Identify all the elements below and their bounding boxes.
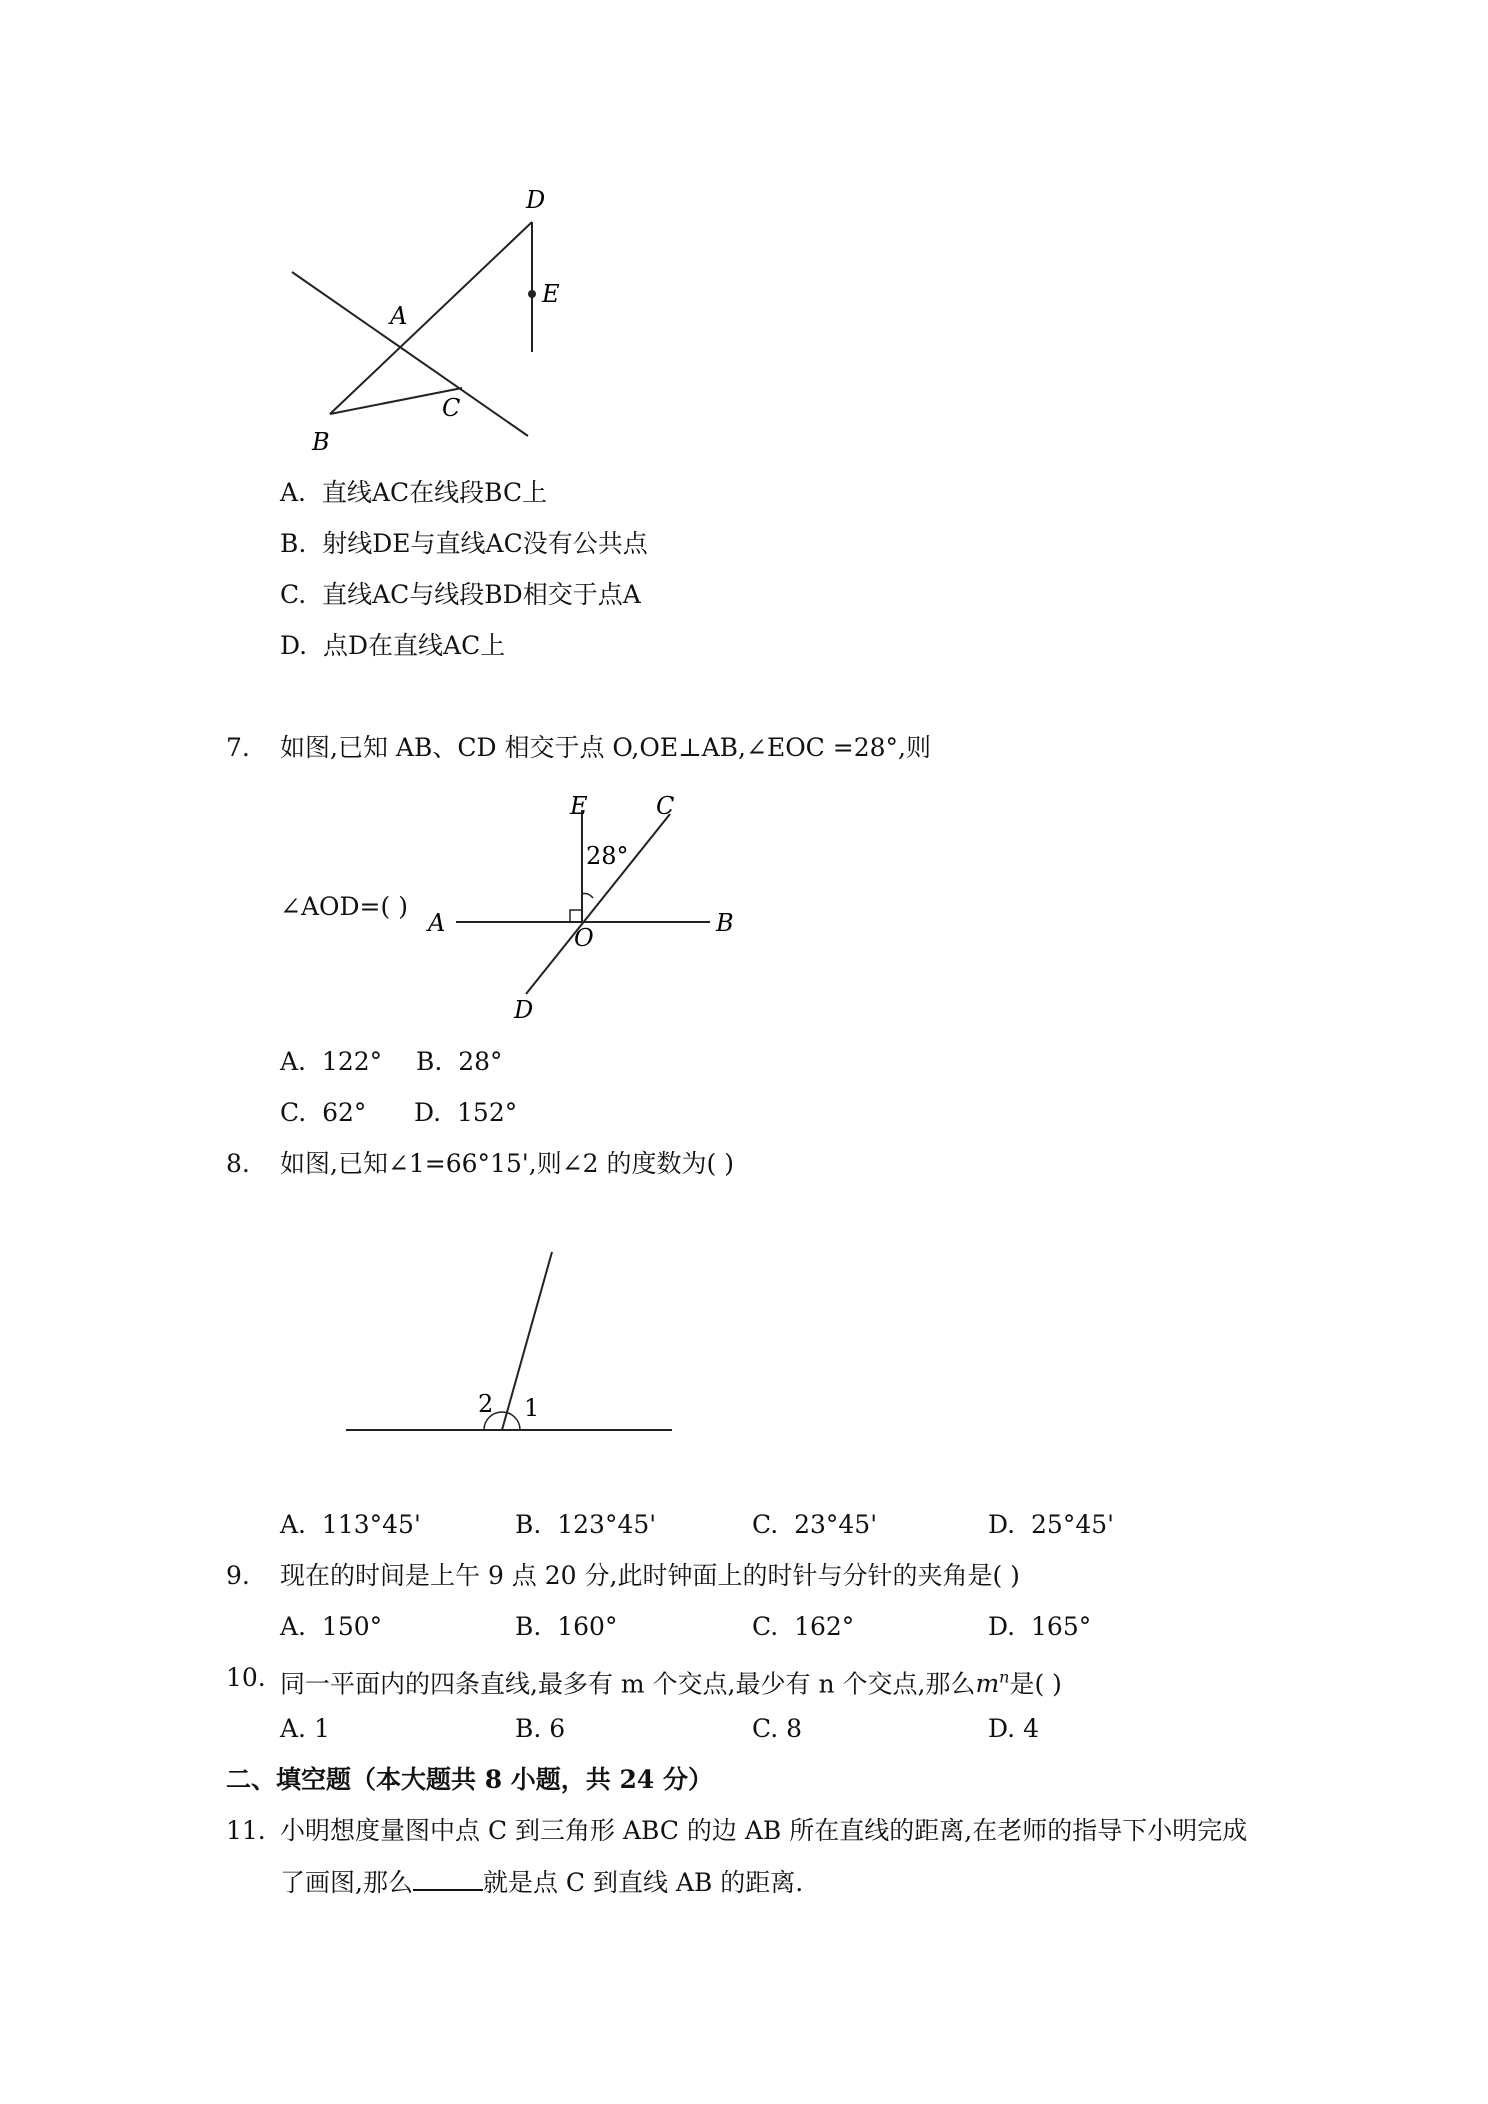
q6-option-b xyxy=(280,527,648,561)
q10-option-b xyxy=(515,1712,565,1746)
q9-option-a xyxy=(280,1610,382,1644)
q11-answer-blank[interactable] xyxy=(413,1865,483,1891)
q7-option-c-text: 62° xyxy=(322,1098,367,1127)
q7-stem: 如图,已知 AB、CD 相交于点 O,OE⊥AB,∠EOC =28°,则 xyxy=(280,733,931,762)
q7-option-c-letter: C. xyxy=(280,1098,307,1127)
q8-option-c-letter: C. xyxy=(752,1510,779,1539)
q6-label-e: E xyxy=(542,280,560,308)
q8-option-b-text: 123°45' xyxy=(557,1510,657,1539)
q9-option-d xyxy=(988,1610,1091,1644)
q8-number: 8. xyxy=(226,1149,250,1178)
q10-stem-part1: 同一平面内的四条直线,最多有 m 个交点,最少有 n 个交点,那么 xyxy=(280,1669,976,1699)
q9-option-c-text: 162° xyxy=(794,1612,855,1641)
q7-option-d xyxy=(414,1096,517,1130)
section2-heading: 二、填空题（本大题共 8 小题，共 24 分） xyxy=(226,1765,714,1794)
q10-power-exp: n xyxy=(999,1668,1010,1687)
q10-number: 10. xyxy=(226,1663,266,1692)
q10-option-c-text: 8 xyxy=(786,1714,803,1743)
q8-option-a-letter: A. xyxy=(280,1510,307,1539)
q10-option-d-letter: D. xyxy=(988,1714,1016,1743)
q6-label-b: B xyxy=(312,428,330,456)
q11-line2 xyxy=(280,1865,803,1900)
q9-option-b xyxy=(515,1610,617,1644)
q11-line2-part1: 了画图,那么 xyxy=(280,1868,413,1897)
q11-line1: 小明想度量图中点 C 到三角形 ABC 的边 AB 所在直线的距离,在老师的指导下小明完成 xyxy=(280,1816,1248,1845)
q7-option-a-text: 122° xyxy=(321,1047,383,1076)
q8-option-c-text: 23°45' xyxy=(794,1510,878,1539)
q6-option-a-letter: A. xyxy=(280,478,307,507)
q7-number: 7. xyxy=(226,733,250,762)
q6-label-c: C xyxy=(442,394,461,422)
q9-option-b-text: 160° xyxy=(557,1612,618,1641)
q7-line-cd xyxy=(526,814,670,994)
q8-label-one: 1 xyxy=(524,1394,540,1422)
q10-power xyxy=(975,1669,1009,1698)
q9-option-d-letter: D. xyxy=(988,1612,1016,1641)
q9-option-c xyxy=(752,1610,854,1644)
q7-option-d-text: 152° xyxy=(457,1098,518,1127)
q8-option-c xyxy=(752,1508,877,1542)
q7-label-e: E xyxy=(570,792,588,820)
q11-number: 11. xyxy=(226,1816,266,1845)
q11-line2-part2: 就是点 C 到直线 AB 的距离. xyxy=(482,1868,804,1897)
q6-option-d xyxy=(280,629,505,663)
q7-angle-label: 28° xyxy=(586,842,629,870)
q7-label-o: O xyxy=(574,924,594,952)
q8-figure xyxy=(340,1240,680,1440)
q8-option-d-text: 25°45' xyxy=(1031,1510,1115,1539)
q6-option-c-text: 直线AC与线段BD相交于点A xyxy=(322,580,641,609)
q7-label-d: D xyxy=(514,996,534,1024)
q7-label-a: A xyxy=(428,909,446,937)
q9-option-b-letter: B. xyxy=(515,1612,542,1641)
q10-power-base: m xyxy=(975,1669,1000,1699)
q10-option-a-text: 1 xyxy=(313,1714,330,1743)
q7-option-b xyxy=(416,1045,503,1079)
q10-option-d xyxy=(988,1712,1039,1746)
q7-option-b-text: 28° xyxy=(458,1047,503,1076)
q10-option-b-letter: B. xyxy=(515,1714,542,1743)
q10-stem xyxy=(280,1661,1062,1701)
q9-option-a-text: 150° xyxy=(321,1612,383,1641)
q7-figure xyxy=(420,790,750,1030)
q10-option-a xyxy=(280,1712,330,1746)
q8-option-b-letter: B. xyxy=(515,1510,542,1539)
q8-stem: 如图,已知∠1=66°15',则∠2 的度数为( ) xyxy=(280,1149,734,1178)
q8-option-a xyxy=(280,1508,421,1542)
q8-option-b xyxy=(515,1508,656,1542)
q7-label-b: B xyxy=(716,909,734,937)
q8-option-d xyxy=(988,1508,1114,1542)
q9-number: 9. xyxy=(226,1561,250,1590)
q10-option-d-text: 4 xyxy=(1023,1714,1039,1743)
q9-option-c-letter: C. xyxy=(752,1612,779,1641)
q6-label-a: A xyxy=(390,302,408,330)
q10-stem-part2: 是( ) xyxy=(1009,1669,1062,1699)
q6-option-c xyxy=(280,578,641,612)
q7-label-c: C xyxy=(656,792,675,820)
q7-stem-tail: ∠AOD=( ) xyxy=(280,892,408,921)
q7-right-angle-mark xyxy=(570,910,582,922)
q8-option-a-text: 113°45' xyxy=(321,1510,421,1539)
q8-option-d-letter: D. xyxy=(988,1510,1016,1539)
q6-segment-bd xyxy=(330,222,532,414)
q6-option-b-text: 射线DE与直线AC没有公共点 xyxy=(322,529,648,558)
q6-figure xyxy=(280,178,580,458)
q10-option-c xyxy=(752,1712,802,1746)
q6-option-d-text: 点D在直线AC上 xyxy=(323,631,506,660)
q8-label-two: 2 xyxy=(478,1390,494,1418)
q6-line-through-a-c xyxy=(292,272,528,436)
q7-option-b-letter: B. xyxy=(416,1047,443,1076)
q7-option-a-letter: A. xyxy=(280,1047,307,1076)
q7-option-c xyxy=(280,1096,366,1130)
q6-option-a xyxy=(280,476,547,510)
q9-stem: 现在的时间是上午 9 点 20 分,此时钟面上的时针与分针的夹角是( ) xyxy=(280,1561,1020,1590)
q9-option-a-letter: A. xyxy=(280,1612,307,1641)
q7-option-d-letter: D. xyxy=(414,1098,442,1127)
q10-option-a-letter: A. xyxy=(280,1714,307,1743)
q10-option-c-letter: C. xyxy=(752,1714,779,1743)
q6-option-d-letter: D. xyxy=(280,631,308,660)
q6-option-c-letter: C. xyxy=(280,580,307,609)
q6-option-b-letter: B. xyxy=(280,529,307,558)
q6-option-a-text: 直线AC在线段BC上 xyxy=(321,478,548,507)
q6-label-d: D xyxy=(526,186,546,214)
q10-option-b-text: 6 xyxy=(549,1714,566,1743)
q7-option-a xyxy=(280,1045,382,1079)
q6-point-e xyxy=(528,290,536,298)
q7-angle-arc xyxy=(582,894,593,899)
q9-option-d-text: 165° xyxy=(1031,1612,1092,1641)
